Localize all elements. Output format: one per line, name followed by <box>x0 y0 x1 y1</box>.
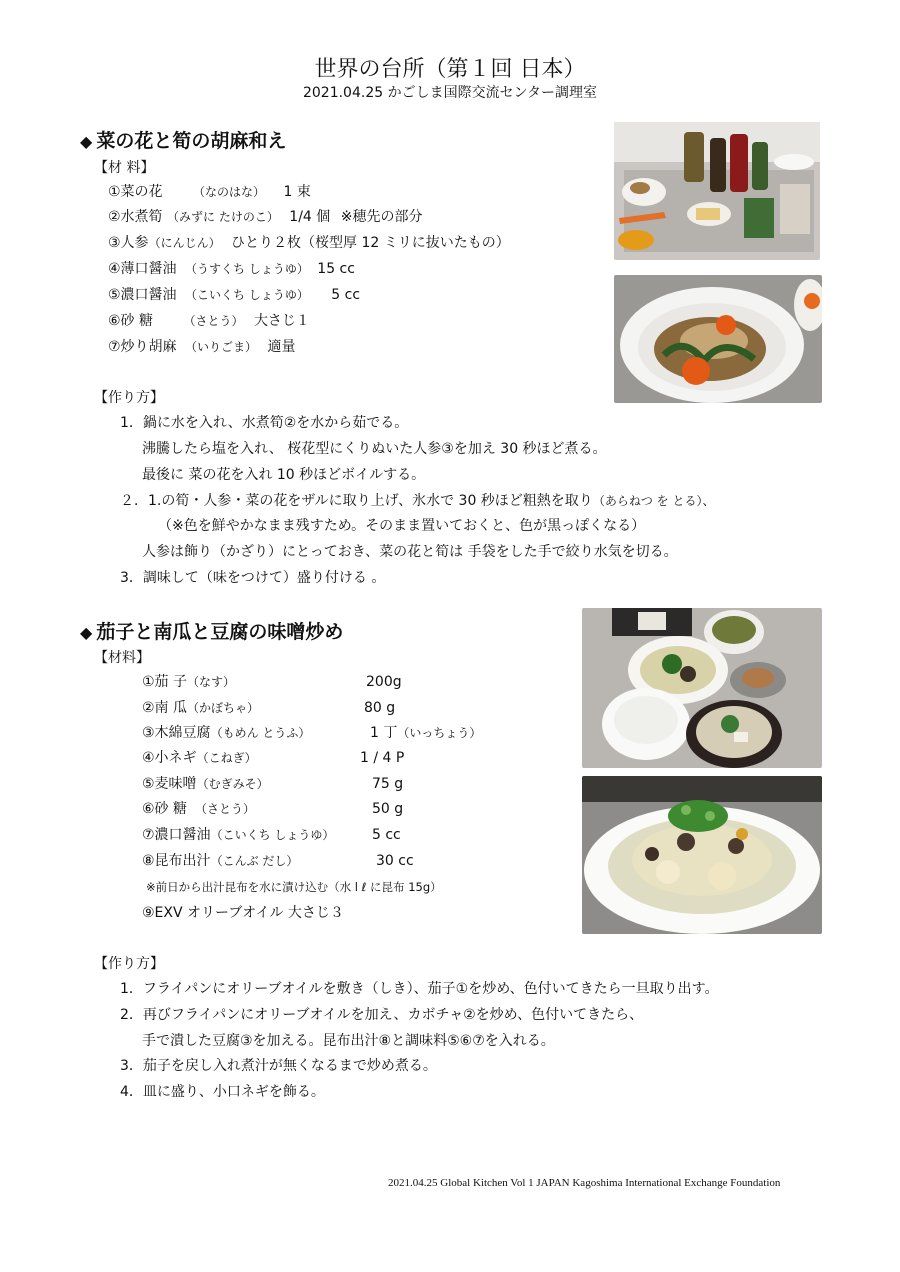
ingredient-reading: （みずに たけのこ） <box>167 210 279 224</box>
set-meal-photo <box>582 608 822 768</box>
ingredient-name: ①茄 子 <box>142 674 188 690</box>
ingredient-name: ①菜の花 <box>108 184 163 200</box>
step-line: 4．皿に盛り、小口ネギを飾る。 <box>120 1084 325 1100</box>
step-text: ２．1.の筍・人参・菜の花をザルに取り上げ、氷水で 30 秒ほど粗熱を取り <box>120 493 593 509</box>
step-line <box>120 491 714 511</box>
ingredient-amount: 30 cc <box>376 853 414 869</box>
ingredient-row <box>108 182 311 202</box>
ingredient-reading: （なす） <box>187 675 236 689</box>
ingredient-reading: （こいくち しょうゆ） <box>185 288 309 302</box>
ingredient-reading: （こいくち しょうゆ） <box>210 828 335 842</box>
ingredient-amount: 1 / 4 P <box>360 750 405 766</box>
recipe1-method-label: 【作り方】 <box>94 390 164 406</box>
ingredient-name: ③木綿豆腐 <box>142 725 211 741</box>
ingredient-amount: 適量 <box>267 339 296 355</box>
ingredient-reading: （いりごま） <box>185 340 258 354</box>
ingredient-reading: （なのはな） <box>193 185 266 199</box>
ingredient-note: ※穂先の部分 <box>340 209 423 225</box>
ingredient-reading: （こねぎ） <box>196 751 257 765</box>
ingredient-amount: 80 g <box>364 700 396 716</box>
ingredient-row <box>370 723 481 743</box>
ingredient-reading: （かぼちゃ） <box>187 701 260 715</box>
recipe2-heading-text: 茄子と南瓜と豆腐の味噌炒め <box>96 621 344 643</box>
ingredient-row <box>108 233 510 253</box>
ingredient-name: ⑤濃口醤油 <box>108 287 177 303</box>
ingredient-amount: 1 束 <box>283 184 311 200</box>
ingredient-amount: 15 cc <box>317 261 355 277</box>
ingredient-amount: 75 g <box>372 776 404 792</box>
ingredient-amount: 5 cc <box>372 827 401 843</box>
ingredient-row <box>142 698 259 718</box>
ingredients-photo <box>614 122 820 260</box>
ingredient-reading: （さとう） <box>183 314 244 328</box>
ingredient-row <box>108 285 360 305</box>
ingredient-name: ④小ネギ <box>142 750 197 766</box>
diamond-bullet-icon: ◆ <box>80 623 93 642</box>
recipe2-heading <box>80 617 343 644</box>
recipe2-materials-label: 【材料】 <box>94 650 150 666</box>
ingredient-name: ②水煮筍 <box>108 209 163 225</box>
diamond-bullet-icon: ◆ <box>80 132 93 151</box>
step-line: 1．鍋に水を入れ、水煮筍②を水から茹でる。 <box>120 415 409 431</box>
ingredient-amount: ひとり２枚（桜型厚 12 ミリに抜いたもの） <box>231 235 510 251</box>
ingredient-reading: （うすくち しょうゆ） <box>185 262 309 276</box>
ingredient-name: ③人参 <box>108 235 149 251</box>
step-line: 3．調味して（味をつけて）盛り付ける 。 <box>120 570 386 586</box>
ingredient-row <box>142 774 269 794</box>
recipe1-heading-text: 菜の花と筍の胡麻和え <box>96 130 287 152</box>
ingredient-row <box>108 311 310 331</box>
ingredient-name: ⑥砂 糖 <box>108 313 154 329</box>
ingredient-row <box>142 799 255 819</box>
ingredient-row <box>142 825 334 845</box>
ingredient-name: ⑧昆布出汁 <box>142 853 211 869</box>
ingredient-name: ⑦濃口醤油 <box>142 827 211 843</box>
ingredient-row <box>108 207 422 227</box>
step-line: 沸騰したら塩を入れ、 桜花型にくりぬいた人参③を加え 30 秒ほど煮る。 <box>142 441 607 457</box>
page-footer: 2021.04.25 Global Kitchen Vol 1 JAPAN Kagoshima International Exchange Foundation <box>388 1177 781 1189</box>
ingredient-reading: （もめん とうふ） <box>210 726 311 740</box>
ingredient-reading: （にんじん） <box>148 236 221 250</box>
ingredient-amount: 1/4 個 <box>289 209 331 225</box>
stirfry-plate-photo <box>582 776 822 934</box>
step-reading: （あらねつ を とる）、 <box>592 494 715 508</box>
ingredient-row: ⑨EXV オリーブオイル 大さじ３ <box>142 905 344 921</box>
page-subtitle: 2021.04.25 かごしま国際交流センター調理室 <box>302 85 598 101</box>
ingredient-amount: 5 cc <box>331 287 361 303</box>
ingredient-reading: （いっちょう） <box>397 726 482 740</box>
ingredient-name: ④薄口醤油 <box>108 261 177 277</box>
recipe1-heading <box>80 126 286 153</box>
aemono-bowl-photo <box>614 275 822 403</box>
ingredient-amount: 1 丁 <box>370 725 398 741</box>
ingredient-amount: 大さじ１ <box>253 313 310 329</box>
ingredient-amount: 50 g <box>372 801 404 817</box>
step-line: 人参は飾り（かざり）にとっておき、菜の花と筍は 手袋をした手で絞り水気を切る。 <box>142 544 678 560</box>
ingredient-row <box>108 259 355 279</box>
ingredient-name: ⑥砂 糖 <box>142 801 188 817</box>
recipe1-materials-label: 【材 料】 <box>94 160 155 176</box>
step-line: 3．茄子を戻し入れ煮汁が無くなるまで炒め煮る。 <box>120 1058 437 1074</box>
ingredient-row <box>142 851 298 871</box>
ingredient-reading: （こんぶ だし） <box>210 854 299 868</box>
step-line: （※色を鮮やかなまま残すため。そのまま置いておくと、色が黒っぽくなる） <box>158 518 646 534</box>
ingredient-row <box>142 748 257 768</box>
kombu-note: ※前日から出汁昆布を水に漬け込む（水 l ℓ に昆布 15g） <box>146 880 442 894</box>
recipe2-method-label: 【作り方】 <box>94 956 164 972</box>
step-line: 最後に 菜の花を入れ 10 秒ほどボイルする。 <box>142 467 426 483</box>
ingredient-row <box>108 337 295 357</box>
ingredient-name: ⑤麦味噌 <box>142 776 197 792</box>
ingredient-name: ⑦炒り胡麻 <box>108 339 177 355</box>
step-line: 1．フライパンにオリーブオイルを敷き（しき）、茄子①を炒め、色付いてきたら一旦取り出す。 <box>120 981 719 997</box>
ingredient-name: ②南 瓜 <box>142 700 188 716</box>
ingredient-reading: （むぎみそ） <box>196 777 269 791</box>
ingredient-row <box>142 723 310 743</box>
step-line: 手で潰した豆腐③を加える。昆布出汁⑧と調味料⑤⑥⑦を入れる。 <box>142 1033 555 1049</box>
ingredient-row <box>142 672 235 692</box>
step-line: 2．再びフライパンにオリーブオイルを加え、カボチャ②を炒め、色付いてきたら、 <box>120 1007 644 1023</box>
ingredient-reading: （さとう） <box>195 802 256 816</box>
ingredient-amount: 200g <box>366 674 402 690</box>
page-title: 世界の台所（第１回 日本） <box>314 57 586 82</box>
